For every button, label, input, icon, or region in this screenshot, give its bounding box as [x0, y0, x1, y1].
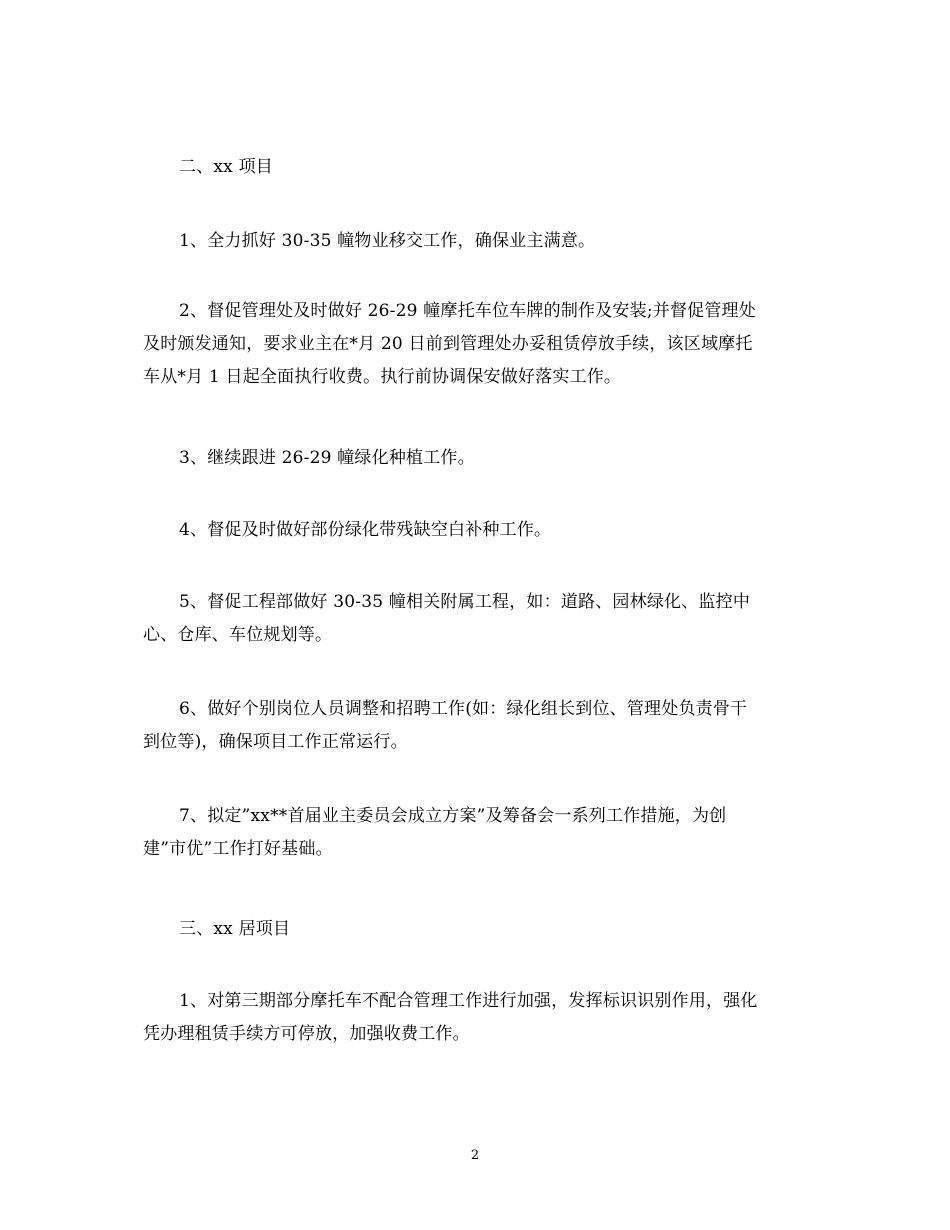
paragraph-line: 1、对第三期部分摩托车不配合管理工作进行加强，发挥标识识别作用，强化 — [179, 991, 758, 1011]
section-heading-xx-project — [143, 151, 811, 184]
paragraph-item-2 — [143, 295, 811, 394]
paragraph-item-1-xx-ju — [143, 985, 811, 1051]
page-number: 2 — [470, 1148, 480, 1163]
paragraph-line: 5、督促工程部做好 30-35 幢相关附属工程，如：道路、园林绿化、监控中 — [179, 592, 751, 612]
paragraph-item-1 — [143, 225, 811, 258]
paragraph-line: 2、督促管理处及时做好 26-29 幢摩托车位车牌的制作及安装;并督促管理处 — [179, 301, 756, 321]
paragraph-item-4 — [143, 514, 811, 547]
paragraph-line: 到位等)，确保项目工作正常运行。 — [143, 732, 408, 752]
paragraph-line: 车从*月 1 日起全面执行收费。执行前协调保安做好落实工作。 — [143, 367, 622, 387]
paragraph-item-5 — [143, 586, 811, 652]
paragraph-line: 二、xx 项目 — [179, 157, 273, 177]
paragraph-item-3 — [143, 442, 811, 475]
paragraph-line: 凭办理租赁手续方可停放，加强收费工作。 — [143, 1024, 470, 1044]
paragraph-line: 及时颁发通知，要求业主在*月 20 日前到管理处办妥租赁停放手续，该区域摩托 — [143, 334, 753, 354]
paragraph-line: 1、全力抓好 30-35 幢物业移交工作，确保业主满意。 — [179, 231, 596, 251]
paragraph-line: 7、拟定”xx**首届业主委员会成立方案”及筹备会一系列工作措施，为创 — [179, 806, 727, 826]
paragraph-line: 建”市优”工作打好基础。 — [143, 839, 333, 859]
paragraph-item-7 — [143, 800, 811, 866]
section-heading-xx-ju-project — [143, 913, 811, 946]
paragraph-line: 心、仓库、车位规划等。 — [143, 625, 333, 645]
paragraph-line: 3、继续跟进 26-29 幢绿化种植工作。 — [179, 448, 475, 468]
paragraph-line: 4、督促及时做好部份绿化带残缺空白补种工作。 — [179, 520, 552, 540]
paragraph-item-6 — [143, 693, 811, 759]
paragraph-line: 三、xx 居项目 — [179, 919, 291, 939]
paragraph-line: 6、做好个别岗位人员调整和招聘工作(如：绿化组长到位、管理处负责骨干 — [179, 699, 748, 719]
